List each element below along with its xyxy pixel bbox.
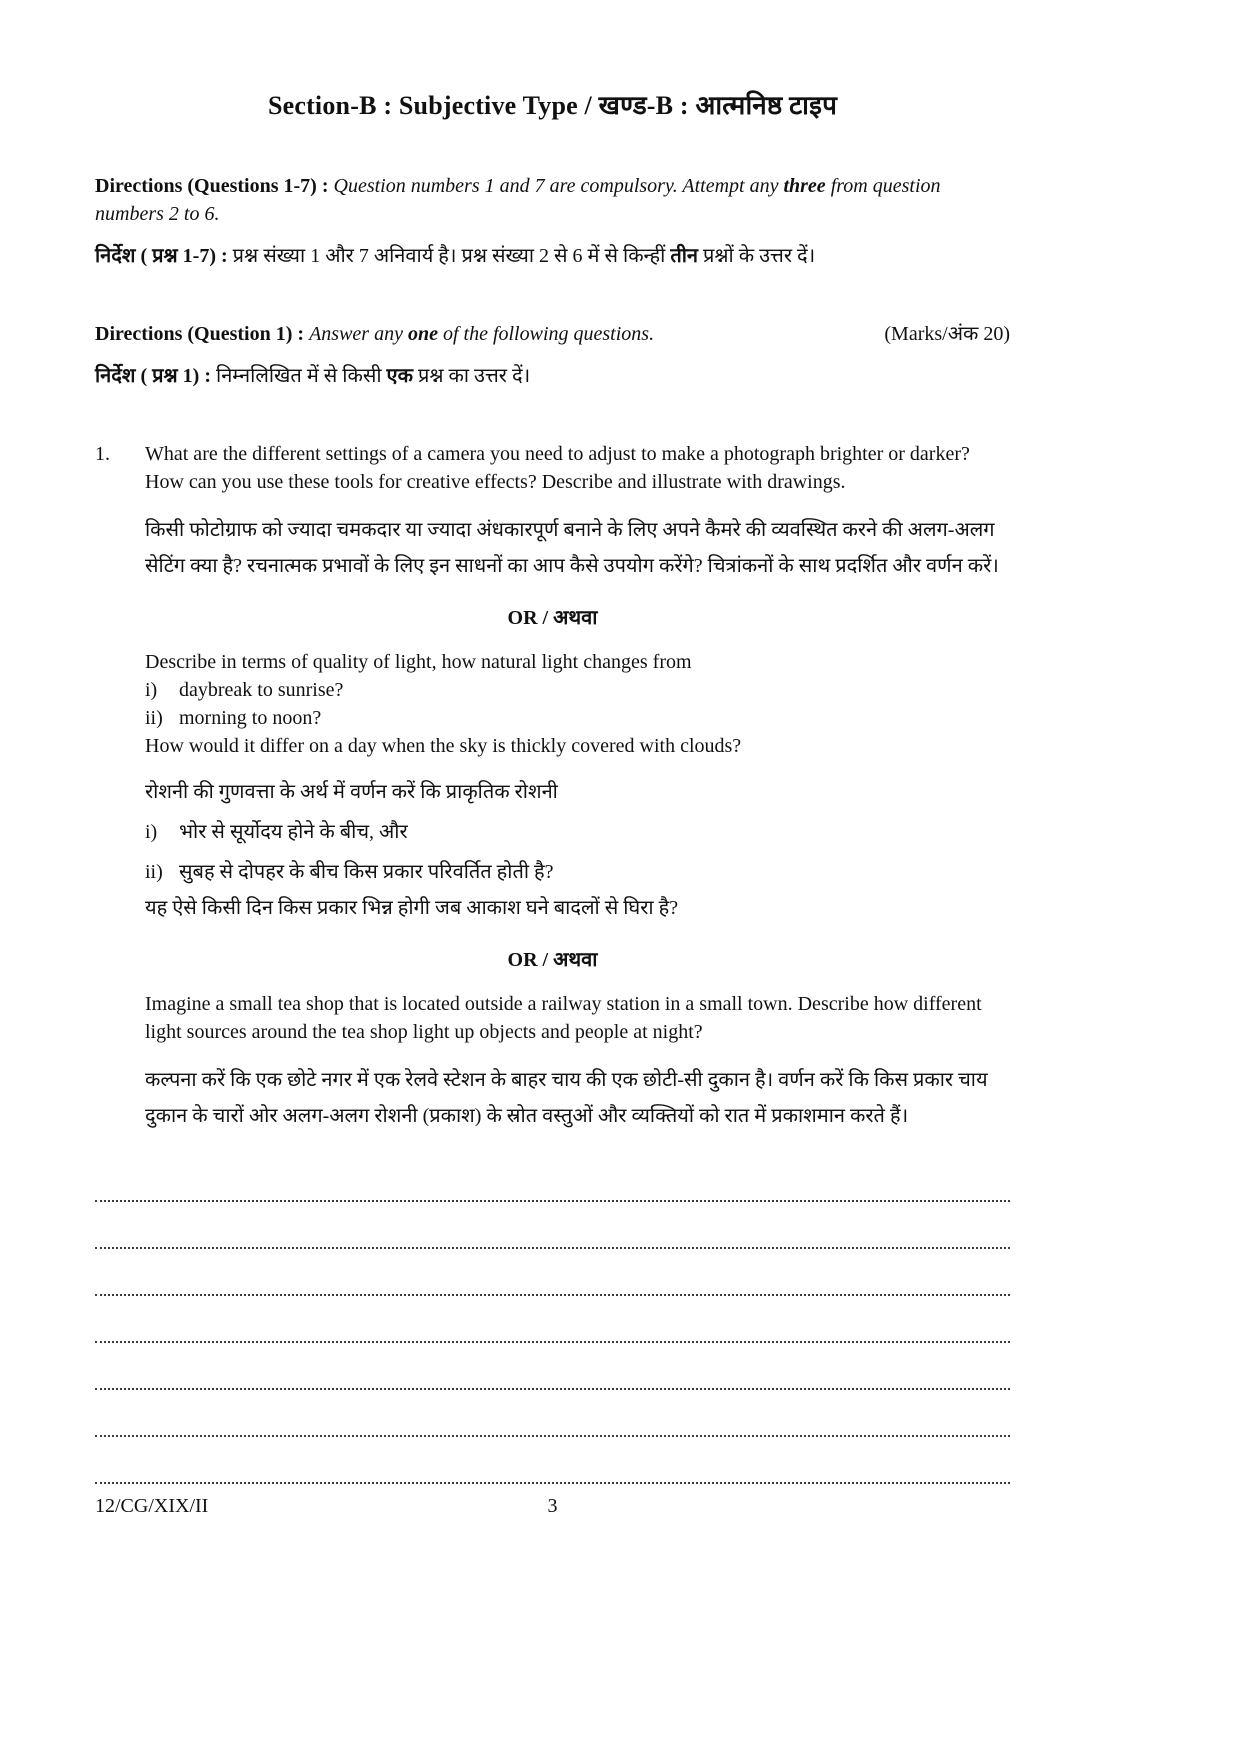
- answer-lines: [95, 1200, 1010, 1484]
- question-1-hi: किसी फोटोग्राफ को ज्यादा चमकदार या ज्यादा अंधकारपूर्ण बनाने के लिए अपने कैमरे की व्यवस्थित करने की अलग-अलग सेटिंग क्या है? रचनात्मक प्रभावों के लिए इन साधनों का आप कैसे उपयोग करेंगे? चित्रांकनों के साथ प्रदर्शित और वर्णन करें।: [145, 519, 999, 578]
- page-number: 3: [547, 1495, 558, 1517]
- answer-line: [95, 1200, 1010, 1202]
- directions-q1-hi-bold: एक: [386, 365, 413, 388]
- page-footer: [95, 1492, 1010, 1520]
- alt3-en: Imagine a small tea shop that is located outside a railway station in a small town. Describe how different light sources around the tea shop light up objects and people at night?: [145, 993, 982, 1044]
- marks-badge: (Marks/अंक 20): [884, 323, 1010, 346]
- answer-line: [95, 1294, 1010, 1296]
- directions-range-bold-three: three: [783, 175, 826, 198]
- alt2-hi-item-i-num: i): [145, 821, 158, 844]
- directions-q1-label: Directions (Question 1) :: [95, 323, 310, 346]
- answer-line: [95, 1388, 1010, 1390]
- question-1: [95, 440, 1010, 1134]
- question-1-en: What are the different settings of a camera you need to adjust to make a photograph brighter or darker? How can you use these tools for creative effects? Describe and illustrate with drawings.: [145, 443, 970, 494]
- directions-range-text-1: Question numbers 1 and 7 are compulsory. Attempt any: [333, 175, 784, 198]
- alt2-hi-item-i-text: भोर से सूर्योदय होने के बीच, और: [179, 821, 408, 844]
- alt2-en-item-ii: [145, 704, 1010, 732]
- directions-q1-hi-text-2: प्रश्न का उत्तर दें।: [412, 365, 531, 388]
- question-number: 1.: [95, 443, 110, 466]
- alt2-hi-item-ii: [145, 854, 1010, 890]
- directions-q1-hi-text-1: निम्नलिखित में से किसी: [216, 365, 387, 388]
- question-1-body: [145, 440, 1010, 584]
- alt2-hindi-block: [145, 774, 1010, 926]
- answer-line: [95, 1341, 1010, 1343]
- directions-q1-en: [95, 320, 654, 348]
- directions-range-en: [95, 172, 1010, 228]
- or-divider-2: OR / अथवा: [507, 949, 598, 972]
- alt2-en-item-i-text: daybreak to sunrise?: [179, 679, 344, 702]
- alt3-hi: कल्पना करें कि एक छोटे नगर में एक रेलवे स्टेशन के बाहर चाय की एक छोटी-सी दुकान है। वर्णन करें कि किस प्रकार चाय दुकान के चारों ओर अलग-अलग रोशनी (प्रकाश) के स्रोत वस्तुओं और व्यक्तियों को रात में प्रकाशमान करते हैं।: [145, 1069, 988, 1128]
- directions-question-1: [95, 320, 1010, 394]
- alt2-en-item-i-num: i): [145, 679, 158, 702]
- question-1-alt3: [145, 990, 1010, 1134]
- directions-q1-text-2: of the following questions.: [437, 323, 655, 346]
- directions-range-text-2: from question numbers 2 to 6.: [95, 175, 941, 226]
- paper-code: 12/CG/XIX/II: [95, 1495, 209, 1517]
- alt2-hi-item-ii-num: ii): [145, 861, 163, 884]
- question-1-alt2: [145, 648, 1010, 926]
- directions-range-hi-text-1: प्रश्न संख्या 1 और 7 अनिवार्य है। प्रश्न संख्या 2 से 6 में से किन्हीं: [232, 245, 671, 268]
- alt2-hi-item-i: [145, 814, 1010, 850]
- directions-range-hi-label: निर्देश ( प्रश्न 1-7) :: [95, 245, 233, 268]
- alt2-en-item-ii-num: ii): [145, 707, 163, 730]
- alt2-en-item-ii-text: morning to noon?: [179, 707, 322, 730]
- directions-range-label: Directions (Questions 1-7) :: [95, 175, 334, 198]
- directions-q1-text-1: Answer any: [309, 323, 408, 346]
- directions-q1-row: [95, 320, 1010, 348]
- answer-line: [95, 1435, 1010, 1437]
- alt2-hi-outro: यह ऐसे किसी दिन किस प्रकार भिन्न होगी जब आकाश घने बादलों से घिरा है?: [145, 897, 679, 920]
- directions-q1-hi-label: निर्देश ( प्रश्न 1) :: [95, 365, 217, 388]
- alt2-hi-item-ii-text: सुबह से दोपहर के बीच किस प्रकार परिवर्तित होती है?: [179, 861, 554, 884]
- alt2-en-outro: How would it differ on a day when the sky is thickly covered with clouds?: [145, 735, 742, 758]
- directions-q1-hi: [95, 358, 1010, 394]
- directions-range-hi: [95, 238, 1010, 274]
- directions-range-hi-text-2: प्रश्नों के उत्तर दें।: [698, 245, 816, 268]
- directions-q1-bold-one: one: [407, 323, 438, 346]
- answer-line: [95, 1482, 1010, 1484]
- answer-line: [95, 1247, 1010, 1249]
- section-title: Section-B : Subjective Type / खण्ड-B : आत्मनिष्ठ टाइप: [267, 91, 838, 120]
- or-divider-1: OR / अथवा: [507, 607, 598, 630]
- alt2-hi-intro: रोशनी की गुणवत्ता के अर्थ में वर्णन करें कि प्राकृतिक रोशनी: [145, 781, 558, 804]
- directions-range-hi-bold: तीन: [670, 245, 699, 268]
- question-1-main: [95, 440, 1010, 584]
- alt2-en-item-i: [145, 676, 1010, 704]
- alt2-en-intro: Describe in terms of quality of light, how natural light changes from: [145, 651, 692, 674]
- directions-questions-1-7: [95, 172, 1010, 274]
